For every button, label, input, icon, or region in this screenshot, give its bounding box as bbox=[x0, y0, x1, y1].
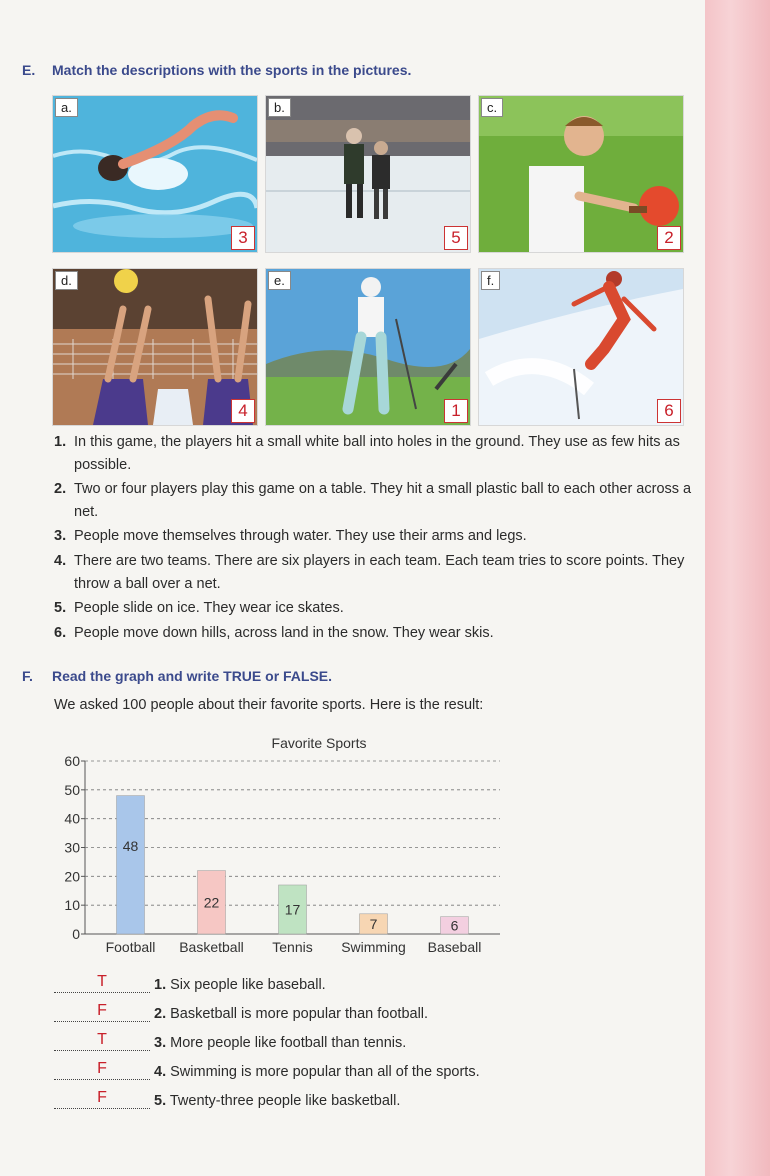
photo-d bbox=[52, 268, 258, 426]
description-text: In this game, the players hit a small white ball into holes in the ground. They use as few hits as possible. bbox=[74, 434, 680, 473]
description-number: 1. bbox=[54, 434, 67, 450]
favorite-sports-chart bbox=[55, 728, 515, 960]
photo-c bbox=[478, 95, 684, 253]
photo-f bbox=[478, 268, 684, 426]
section-f-letter: F. bbox=[22, 668, 33, 684]
description-text: There are two teams. There are six players in each team. Each team tries to score points. They throw a ball over a net. bbox=[74, 553, 685, 592]
statement-text: More people like football than tennis. bbox=[170, 1035, 407, 1051]
description-item bbox=[54, 431, 694, 477]
description-number: 3. bbox=[54, 528, 67, 544]
statement-row bbox=[54, 1090, 400, 1112]
statement-text: Six people like baseball. bbox=[170, 977, 326, 993]
description-number: 5. bbox=[54, 600, 67, 616]
photo-e bbox=[265, 268, 471, 426]
section-f-intro: We asked 100 people about their favorite sports. Here is the result: bbox=[54, 697, 484, 713]
photo-c-number: 2 bbox=[657, 226, 681, 250]
bar-value-label: 22 bbox=[203, 894, 220, 911]
description-item bbox=[54, 478, 694, 524]
section-e-heading bbox=[22, 62, 411, 78]
statement-text: Twenty-three people like basketball. bbox=[169, 1093, 401, 1109]
section-f-heading bbox=[22, 668, 332, 684]
statement-number: 4. bbox=[154, 1064, 167, 1080]
y-tick-label: 60 bbox=[64, 753, 80, 769]
description-text: Two or four players play this game on a table. They hit a small plastic ball to each other across a net. bbox=[74, 481, 692, 520]
photo-f-tag: f. bbox=[481, 271, 500, 290]
photo-d-tag: d. bbox=[55, 271, 78, 290]
statement-number: 2. bbox=[154, 1006, 167, 1022]
statement-text: Swimming is more popular than all of the sports. bbox=[170, 1064, 480, 1080]
photo-a-number: 3 bbox=[231, 226, 255, 250]
section-f-title: Read the graph and write TRUE or FALSE. bbox=[52, 668, 333, 684]
x-tick-label: Baseball bbox=[427, 939, 482, 955]
statement-number: 1. bbox=[154, 977, 167, 993]
table-tennis-photo-icon bbox=[479, 96, 683, 252]
y-tick-label: 30 bbox=[64, 839, 80, 856]
bar-value-label: 7 bbox=[369, 915, 378, 932]
description-item bbox=[54, 550, 694, 596]
page-edge-tab bbox=[705, 0, 770, 1176]
y-tick-label: 50 bbox=[64, 781, 80, 798]
answer-blank[interactable]: F bbox=[54, 1090, 150, 1109]
bar-football bbox=[117, 796, 145, 934]
description-number: 4. bbox=[54, 553, 67, 569]
description-item bbox=[54, 525, 694, 548]
x-tick-label: Football bbox=[105, 939, 156, 955]
description-item bbox=[54, 597, 694, 620]
photo-a-tag: a. bbox=[55, 98, 78, 117]
answer-blank[interactable]: F bbox=[54, 1003, 150, 1022]
statement-row bbox=[54, 1061, 480, 1083]
chart-title: Favorite Sports bbox=[271, 735, 367, 751]
y-tick-label: 20 bbox=[64, 868, 80, 885]
description-item bbox=[54, 622, 694, 645]
photo-b-number: 5 bbox=[444, 226, 468, 250]
description-text: People move down hills, across land in the snow. They wear skis. bbox=[74, 625, 494, 641]
y-tick-label: 40 bbox=[64, 810, 80, 827]
swimming-photo-icon bbox=[53, 96, 257, 252]
photo-f-number: 6 bbox=[657, 399, 681, 423]
section-e-title: Match the descriptions with the sports in the pictures. bbox=[52, 62, 412, 78]
photo-e-number: 1 bbox=[444, 399, 468, 423]
golf-photo-icon bbox=[266, 269, 470, 425]
statement-text: Basketball is more popular than football. bbox=[170, 1006, 429, 1022]
photo-d-number: 4 bbox=[231, 399, 255, 423]
photo-c-tag: c. bbox=[481, 98, 503, 117]
description-text: People move themselves through water. They use their arms and legs. bbox=[74, 528, 527, 544]
answer-blank[interactable]: T bbox=[54, 1032, 150, 1051]
answer-blank[interactable]: T bbox=[54, 974, 150, 993]
x-tick-label: Swimming bbox=[341, 939, 406, 955]
photo-b bbox=[265, 95, 471, 253]
bar-value-label: 6 bbox=[450, 917, 459, 934]
description-text: People slide on ice. They wear ice skates. bbox=[74, 600, 344, 616]
section-e-letter: E. bbox=[22, 62, 36, 78]
description-number: 2. bbox=[54, 481, 67, 497]
answer-blank[interactable]: F bbox=[54, 1061, 150, 1080]
description-number: 6. bbox=[54, 625, 67, 641]
x-tick-label: Basketball bbox=[179, 939, 244, 955]
statement-row bbox=[54, 1003, 428, 1025]
statement-number: 5. bbox=[154, 1093, 167, 1109]
y-tick-label: 10 bbox=[64, 897, 80, 914]
photo-b-tag: b. bbox=[268, 98, 291, 117]
statement-number: 3. bbox=[154, 1035, 167, 1051]
bar-value-label: 48 bbox=[122, 837, 139, 854]
photo-a bbox=[52, 95, 258, 253]
skiing-photo-icon bbox=[479, 269, 683, 425]
volleyball-photo-icon bbox=[53, 269, 257, 425]
y-tick-label: 0 bbox=[72, 926, 80, 942]
bar-value-label: 17 bbox=[284, 901, 301, 918]
statement-row bbox=[54, 1032, 406, 1054]
statement-row bbox=[54, 974, 326, 996]
ice-skating-photo-icon bbox=[266, 96, 470, 252]
photo-e-tag: e. bbox=[268, 271, 291, 290]
x-tick-label: Tennis bbox=[272, 939, 313, 955]
